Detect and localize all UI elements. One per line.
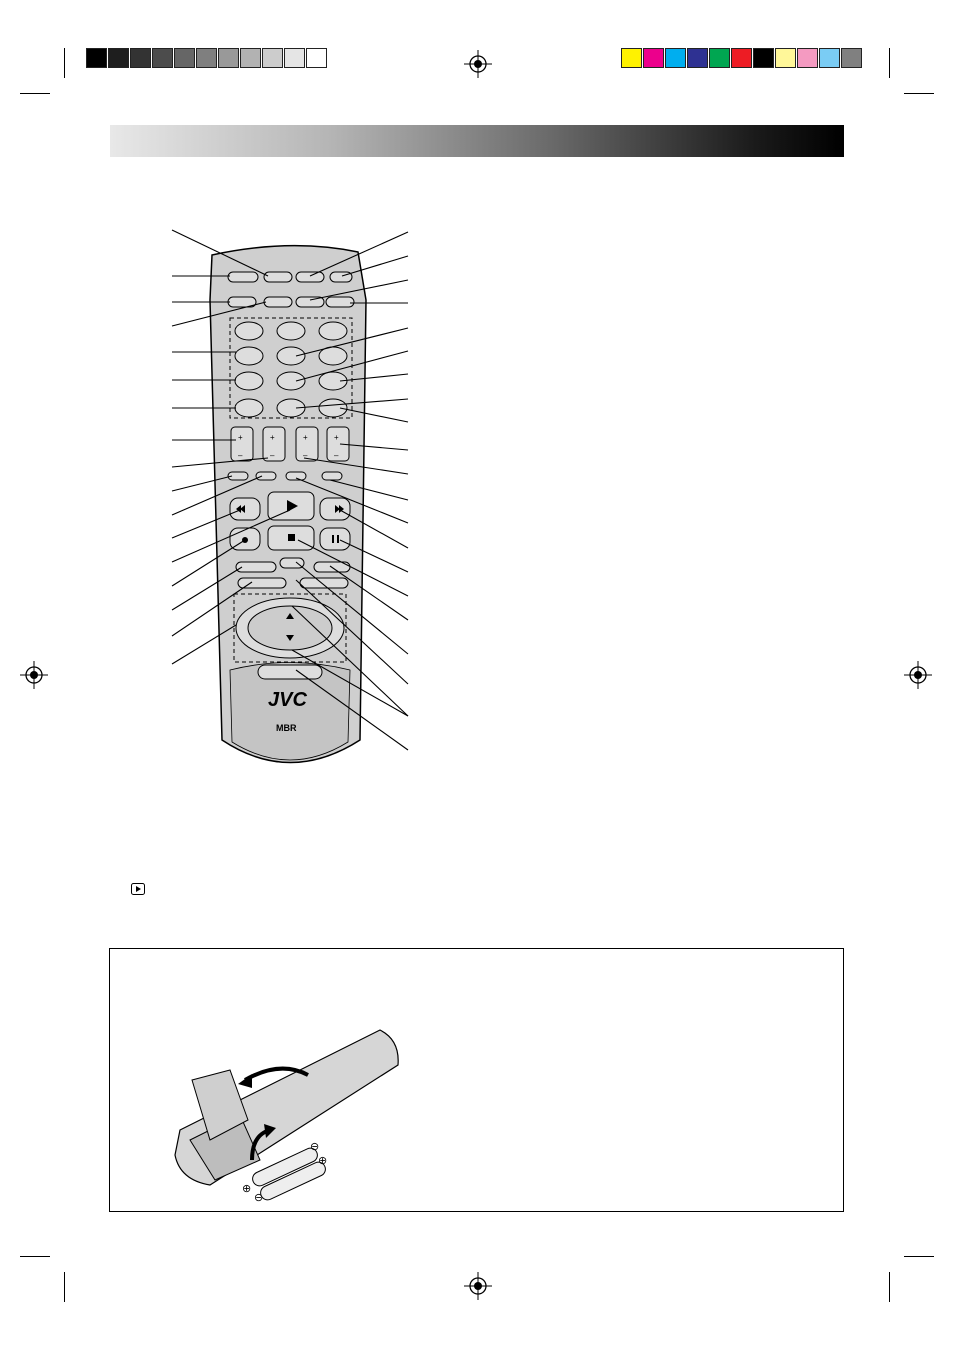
color-swatch bbox=[218, 48, 239, 68]
minus-label: – bbox=[303, 451, 308, 460]
color-swatch bbox=[152, 48, 173, 68]
battery-installation-illustration bbox=[170, 1025, 405, 1205]
battery-minus-label: ⊖ bbox=[310, 1141, 320, 1153]
crop-mark-top-right-h bbox=[904, 93, 934, 94]
color-swatch bbox=[284, 48, 305, 68]
crop-mark-bottom-right-v bbox=[889, 1272, 890, 1302]
registration-crosshair-icon bbox=[904, 661, 932, 689]
battery-minus-label: ⊖ bbox=[254, 1192, 264, 1204]
minus-label: – bbox=[238, 451, 243, 460]
grayscale-color-bar bbox=[86, 48, 328, 68]
color-swatch bbox=[262, 48, 283, 68]
color-swatch bbox=[797, 48, 818, 68]
plus-label: + bbox=[334, 433, 339, 442]
color-swatch bbox=[196, 48, 217, 68]
plus-label: + bbox=[303, 433, 308, 442]
crop-mark-bottom-right-h bbox=[904, 1256, 934, 1257]
color-swatch bbox=[819, 48, 840, 68]
color-swatch bbox=[130, 48, 151, 68]
remote-control-symbol-icon bbox=[131, 883, 145, 895]
battery-plus-label: ⊕ bbox=[318, 1155, 328, 1167]
minus-label: – bbox=[334, 451, 339, 460]
plus-label: + bbox=[270, 433, 275, 442]
crop-mark-top-left-h bbox=[20, 93, 50, 94]
color-swatch bbox=[665, 48, 686, 68]
color-swatch bbox=[731, 48, 752, 68]
color-swatch bbox=[709, 48, 730, 68]
color-swatch bbox=[643, 48, 664, 68]
registration-crosshair-icon bbox=[20, 661, 48, 689]
process-color-bar bbox=[621, 48, 863, 68]
color-swatch bbox=[108, 48, 129, 68]
crop-mark-bottom-left-v bbox=[64, 1272, 65, 1302]
crop-mark-bottom-left-h bbox=[20, 1256, 50, 1257]
color-swatch bbox=[86, 48, 107, 68]
sub-logo: MBR bbox=[276, 723, 297, 733]
crop-mark-top-left-v bbox=[64, 48, 65, 78]
minus-label: – bbox=[270, 451, 275, 460]
color-swatch bbox=[621, 48, 642, 68]
color-swatch bbox=[753, 48, 774, 68]
color-swatch bbox=[240, 48, 261, 68]
brand-logo: JVC bbox=[268, 689, 307, 711]
color-swatch bbox=[841, 48, 862, 68]
section-header-bar bbox=[110, 125, 844, 157]
registration-crosshair-icon bbox=[464, 1272, 492, 1300]
registration-crosshair-icon bbox=[464, 50, 492, 78]
plus-label: + bbox=[238, 433, 243, 442]
color-swatch bbox=[775, 48, 796, 68]
crop-mark-top-right-v bbox=[889, 48, 890, 78]
color-swatch bbox=[306, 48, 327, 68]
color-swatch bbox=[174, 48, 195, 68]
battery-plus-label: ⊕ bbox=[242, 1183, 252, 1195]
color-swatch bbox=[687, 48, 708, 68]
remote-control-illustration bbox=[160, 220, 420, 790]
